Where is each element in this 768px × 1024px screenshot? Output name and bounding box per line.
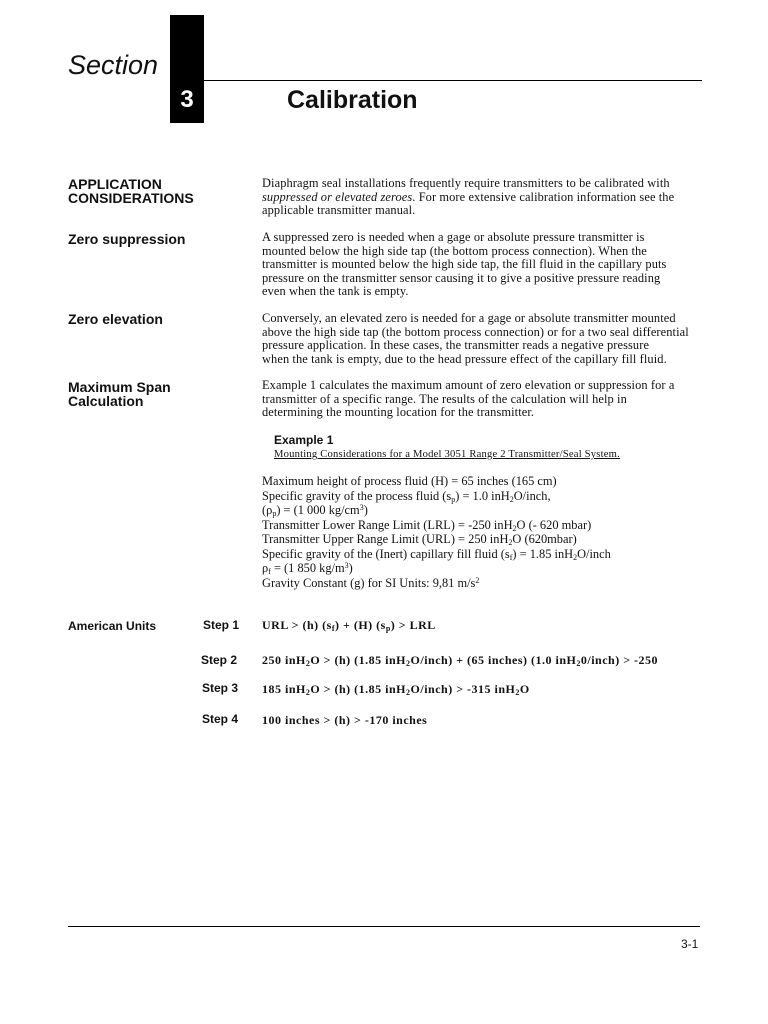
example-subtitle: Mounting Considerations for a Model 3051 Range 2 Transmitter/Seal System. bbox=[274, 449, 620, 460]
param-line: $\rho_f = (1$ 850 $kg/m^3$) bbox=[262, 561, 353, 576]
zero-elevation-line: Conversely, an elevated zero is needed for a gage or absolute transmitter mounted bbox=[262, 311, 676, 325]
zero-elevation-line: when the tank is empty, due to the head pressure effect of the capillary fill fluid. bbox=[262, 351, 667, 366]
section-number: 3 bbox=[180, 86, 194, 113]
page-number: 3-1 bbox=[681, 937, 699, 951]
application-text-1: Diaphragm seal installations frequently require transmitters to be calibrated with bbox=[262, 176, 670, 190]
zero-suppression-paragraph bbox=[262, 231, 742, 299]
footer-rule bbox=[68, 926, 700, 927]
step-1-formula: URL > (h) $(s_f) + (H) (s_p)$ > LRL bbox=[262, 618, 436, 633]
page-title: Calibration bbox=[287, 86, 418, 114]
param-line: Transmitter Upper Range Limit (URL) = 250 inH$_2$O (620mbar) bbox=[262, 532, 577, 547]
param-line: Specific gravity of the process fluid $(s_p) = 1.0$ inH$_2$O/inch, bbox=[262, 488, 551, 504]
zero-suppression-line: A suppressed zero is needed when a gage or absolute pressure transmitter is bbox=[262, 230, 645, 244]
zero-elevation-heading: Zero elevation bbox=[68, 311, 163, 327]
application-paragraph bbox=[262, 177, 742, 218]
application-heading-line1: APPLICATION bbox=[68, 176, 162, 192]
step-3-label: Step 3 bbox=[202, 681, 239, 695]
step-2-formula: 250 inH$_2$O > (h) (1.85 inH$_2$O/inch) + (65 inches) (1.0 inH$_2$0/inch) > -250 bbox=[262, 653, 659, 668]
max-span-line: transmitter of a specific range. The results of the calculation will help in bbox=[262, 391, 627, 406]
zero-suppression-line: mounted below the high side tap (the bottom process connection). When the bbox=[262, 243, 647, 258]
application-heading-line2: CONSIDERATIONS bbox=[68, 190, 194, 206]
zero-elevation-line: pressure application. In these cases, the transmitter reads a negative pressure bbox=[262, 338, 650, 352]
american-units-label: American Units bbox=[68, 619, 157, 633]
param-line: $(\rho_p) = (1$ 000 $kg/cm^3$) bbox=[262, 503, 368, 518]
step-3-formula: 185 inH$_2$O > (h) (1.85 inH$_2$O/inch) > -315 inH$_2$O bbox=[262, 682, 530, 697]
application-text-3: applicable transmitter manual. bbox=[262, 203, 416, 217]
max-span-heading bbox=[68, 380, 171, 408]
example-parameters bbox=[262, 474, 732, 590]
param-line: Transmitter Lower Range Limit (LRL) = -250 inH$_2$O (- 620 mbar) bbox=[262, 517, 592, 533]
application-text-2: . For more extensive calibration information see the bbox=[412, 189, 675, 204]
max-span-line: determining the mounting location for the transmitter. bbox=[262, 405, 535, 419]
step-1-label: Step 1 bbox=[203, 618, 240, 632]
param-line: Specific gravity of the (Inert) capillary fill fluid $(s_f) = 1.85$ inH$_2$O/inch bbox=[262, 546, 611, 562]
zero-elevation-paragraph bbox=[262, 312, 742, 366]
max-span-line: Example 1 calculates the maximum amount of zero elevation or suppression for a bbox=[262, 378, 675, 392]
application-emphasis: suppressed or elevated zeroes bbox=[262, 189, 413, 204]
section-label: Section bbox=[68, 50, 159, 80]
zero-suppression-line: transmitter is mounted below the high side tap, the fill fluid in the capillary puts bbox=[262, 257, 667, 271]
application-heading bbox=[68, 177, 194, 205]
step-2-label: Step 2 bbox=[201, 653, 238, 667]
zero-suppression-line: even when the tank is empty. bbox=[262, 284, 409, 298]
param-line: Maximum height of process fluid (H) = 65 inches (165 cm) bbox=[262, 474, 557, 488]
max-span-heading-line2: Calculation bbox=[68, 393, 144, 409]
zero-elevation-line: above the high side tap (the bottom process connection) or for a two seal differential bbox=[262, 324, 689, 339]
max-span-paragraph bbox=[262, 379, 742, 420]
zero-suppression-line: pressure on the transmitter sensor causing it to give a positive pressure reading bbox=[262, 270, 661, 285]
max-span-heading-line1: Maximum Span bbox=[68, 379, 171, 395]
step-4-formula: 100 inches > (h) > -170 inches bbox=[262, 713, 428, 727]
param-line: Gravity Constant (g) for SI Units: 9,81 $m/s^2$ bbox=[262, 575, 480, 590]
step-4-label: Step 4 bbox=[202, 712, 239, 726]
zero-suppression-heading: Zero suppression bbox=[68, 231, 186, 247]
example-title: Example 1 bbox=[274, 433, 334, 447]
header-rule bbox=[204, 80, 702, 81]
